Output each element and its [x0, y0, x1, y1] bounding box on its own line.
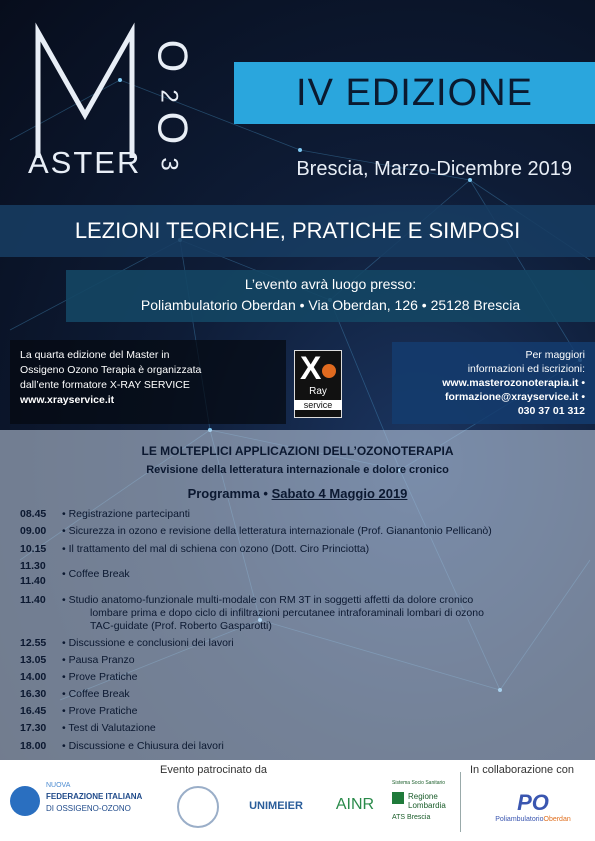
footer-divider — [460, 772, 461, 832]
logo-o2o3 — [148, 32, 218, 182]
logo-o-1: O — [149, 39, 197, 73]
regione-lombardia-logo — [392, 780, 454, 821]
schedule-time: 13.05 — [20, 654, 47, 666]
po-mark: PO — [517, 790, 549, 815]
organizer-line-1: La quarta edizione del Master in — [20, 349, 170, 361]
contact-email-link[interactable]: formazione@xrayservice.it • — [445, 391, 585, 403]
schedule-time: 11.30 — [20, 560, 46, 572]
schedule-time: 16.30 — [20, 688, 47, 700]
organizer-line-2: Ossigeno Ozono Terapia è organizzata — [20, 364, 202, 376]
organizer-info — [10, 340, 286, 424]
schedule-description: • Prove Pratiche — [62, 671, 138, 683]
poliambulatorio-oberdan-logo — [488, 790, 578, 823]
venue-address: Poliambulatorio Oberdan • Via Oberdan, 126 • 25128 Brescia — [140, 297, 521, 313]
contact-line-2: informazioni ed iscrizioni: — [467, 363, 585, 375]
venue-box — [66, 270, 595, 322]
patronage-label: Evento patrocinato da — [160, 764, 268, 776]
schedule-time: 10.15 — [20, 543, 47, 555]
schedule-time: 16.45 — [20, 705, 47, 717]
schedule-time: 17.30 — [20, 722, 47, 734]
contact-phone[interactable]: 030 37 01 312 — [517, 405, 585, 417]
schedule-description: • Registrazione partecipanti — [62, 508, 190, 520]
lombardia-top: Sistema Socio Sanitario — [392, 780, 446, 786]
schedule-description: • Discussione e conclusioni dei lavori — [62, 637, 234, 649]
xray-logo-x: X — [300, 350, 322, 386]
schedule-description: • Il trattamento del mal di schiena con ozono (Dott. Ciro Princiotta) — [62, 543, 370, 555]
schedule-time: 18.00 — [20, 740, 47, 752]
program-date — [0, 486, 595, 501]
program-date-prefix: Programma • — [187, 486, 272, 501]
schedule-description: • Test di Valutazione — [62, 722, 156, 734]
schedule-description: lombare prima e dopo ciclo di infiltrazioni percutanee intraforaminali lombari di ozono — [90, 607, 484, 619]
schedule-description: • Coffee Break — [62, 568, 130, 580]
unimeier-text: UNIMEIER — [249, 800, 303, 812]
contact-site-link[interactable]: www.masterozonoterapia.it • — [442, 377, 585, 389]
fiosso-line-3: DI OSSIGENO-OZONO — [46, 804, 131, 813]
ainr-logo — [330, 796, 380, 814]
logo-2: 2 — [155, 89, 183, 103]
collaboration-label: In collaborazione con — [470, 764, 574, 776]
schedule-description: • Studio anatomo-funzionale multi-modale con RM 3T in soggetti affetti da dolore cronico — [62, 594, 474, 606]
po-line-1: Poliambulatorio — [495, 816, 544, 823]
lombardia-ats: ATS Brescia — [392, 814, 431, 821]
schedule-description: • Prove Pratiche — [62, 705, 138, 717]
seal-logo — [170, 786, 226, 828]
program-subtitle: Revisione della letteratura internazionale e dolore cronico — [146, 464, 449, 476]
lombardia-line-2: Lombardia — [408, 801, 446, 810]
lombardia-icon — [392, 792, 404, 804]
schedule-time: 12.55 — [20, 637, 47, 649]
lessons-banner: LEZIONI TEORICHE, PRATICHE E SIMPOSI — [0, 205, 595, 257]
schedule-time: 11.40 — [20, 594, 46, 606]
fiosso-nuova: NUOVA — [46, 782, 71, 789]
logo-o-2: O — [149, 111, 197, 145]
organizer-site-link[interactable]: www.xrayservice.it — [20, 394, 115, 406]
xray-logo-service: service — [294, 400, 342, 410]
schedule-time: 09.00 — [20, 525, 47, 537]
program-title: LE MOLTEPLICI APPLICAZIONI DELL’OZONOTERAPIA — [141, 444, 454, 458]
organizer-line-3: dall’ente formatore X-RAY SERVICE — [20, 379, 190, 391]
ainr-text: AINR — [335, 796, 375, 813]
venue-label: L’evento avrà luogo presso: — [244, 276, 417, 292]
po-line-2: Oberdan — [543, 816, 571, 823]
schedule-description: • Discussione e Chiusura dei lavori — [62, 740, 224, 752]
program-date-value: Sabato 4 Maggio 2019 — [271, 486, 408, 501]
schedule-description: • Pausa Pranzo — [62, 654, 135, 666]
xray-service-logo — [294, 350, 342, 418]
logo-aster-text: ASTER — [28, 145, 142, 180]
schedule-description: • Coffee Break — [62, 688, 130, 700]
unimeier-logo — [236, 800, 316, 812]
schedule-time: 11.40 — [20, 575, 46, 587]
schedule-time: 08.45 — [20, 508, 47, 520]
schedule-description: • Sicurezza in ozono e revisione della letteratura internazionale (Prof. Gianantonio Pellicanò) — [62, 525, 492, 537]
lombardia-line-1: Regione — [408, 792, 438, 801]
schedule-description: TAC-guidate (Prof. Roberto Gasparotti) — [90, 620, 272, 632]
xray-logo-ray: Ray — [309, 386, 327, 397]
fiosso-mark-icon — [10, 786, 40, 816]
schedule-time: 14.00 — [20, 671, 47, 683]
city-date: Brescia, Marzo-Dicembre 2019 — [296, 158, 572, 180]
edition-banner: IV EDIZIONE — [234, 62, 595, 124]
contact-line-1: Per maggiori — [525, 349, 585, 361]
fiosso-line-2: FEDERAZIONE ITALIANA — [46, 792, 143, 801]
logo-3: 3 — [155, 157, 183, 171]
contact-info — [392, 342, 595, 424]
xray-logo-hand-icon — [322, 364, 336, 378]
